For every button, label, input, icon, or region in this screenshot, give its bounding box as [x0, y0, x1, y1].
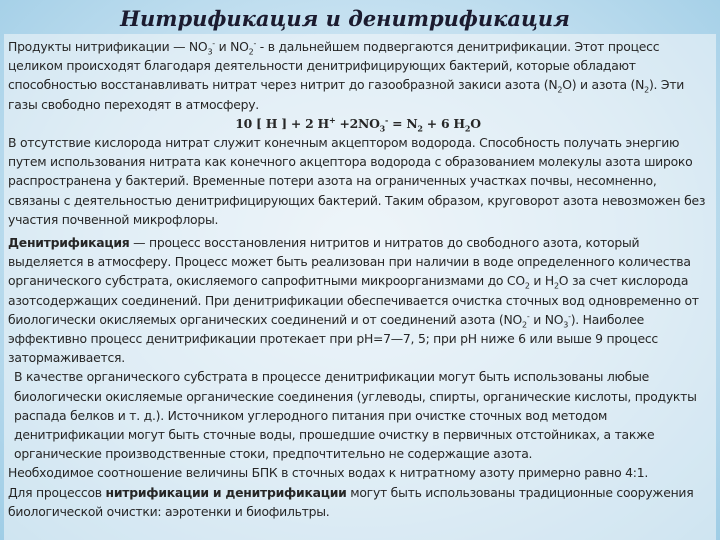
- paragraph-facilities: Для процессов нитрификации и денитрификации могут быть использованы традиционные сооружения биологической очистки: аэротенки и биофильтры.: [8, 484, 694, 519]
- paragraph-organic-substrate: В качестве органического субстрата в процессе денитрификации могут быть использованы любые биологически окисляемые органические соединения (углеводы, спирты, органические кислоты, продукты распада белков и т. д.). Источником углеродного питания при очистке сточных вод методом денитрификации могут быть сточные воды, прошедшие очистку в первичных отстойниках, а также органические производственные стоки, предпочтительно не содержащие азота.: [14, 369, 697, 462]
- paragraph-bod-ratio: Необходимое соотношение величины БПК в сточных водах к нитратному азоту примерно равно 4:1.: [8, 465, 649, 481]
- paragraph-denitrification-definition: Денитрификация — процесс восстановления нитритов и нитратов до свободного азота, который выделяется в атмосферу. Процесс может быть реализован при наличии в воде определенного количества органического субстрата, окисляемого сапрофитными микроорганизмами до $СО_2$ и $Н_2О$ за счет кислорода азотсодержащих соединений. При денитрификации обеспечивается очистка сточных вод одновременно от биологически окисляемых органических соединений и от соединений азота ($NO_2^-$ и $NO_3^-$). Наиболее эффективно процесс денитрификации протекает при рН=7—7, 5; при рН ниже 6 или выше 9 процесс затормаживается.: [8, 235, 699, 366]
- paragraph-anaerobic: В отсутствие кислорода нитрат служит конечным акцептором водорода. Способность получать энергию путем использования нитрата как конечного акцептора водорода с образованием молекулы азота широко распространена у бактерий. Временные потери азота на ограниченных участках почвы, несомненно, связаны с деятельностью денитрифицирующих бактерий. Таким образом, круговорот азота невозможен без участия почвенной микрофлоры.: [8, 135, 706, 227]
- reaction-formula: 10 [ H ] + 2 $H^+ +2NO_3^- = N_2 + 6$ $H_2O$: [235, 114, 481, 134]
- page-title: Нитрификация и денитрификация: [120, 6, 570, 31]
- document-body: [8, 37, 708, 521]
- paragraph-nitrification-products: Продукты нитрификации — $NO_3^-$ и $NO_2^-$ - в дальнейшем подвергаются денитрификации. Этот процесс целиком происходят благодаря деятельности денитрифицирующих бактерий, которые обладают способностью восстанавливать нитрат через нитрит до газообразной закиси азота $(N_2O)$ и азота $(N_2)$. Эти газы свободно переходят в атмосферу.: [8, 38, 685, 112]
